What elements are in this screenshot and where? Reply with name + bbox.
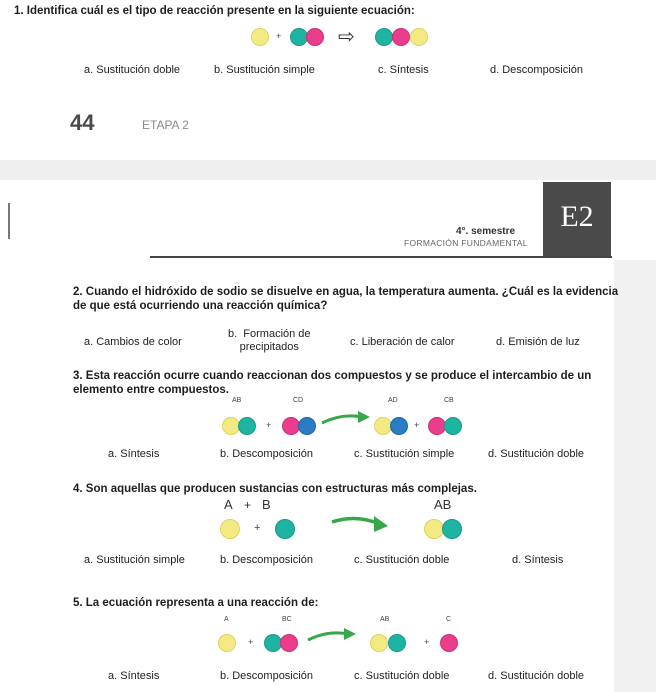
label-ab: AB <box>232 397 242 404</box>
reaction-arrow-icon <box>320 409 372 429</box>
q4-option-c[interactable]: c. Sustitución doble <box>354 554 450 566</box>
yellow-sphere <box>220 519 240 539</box>
q3-option-c[interactable]: c. Sustitución simple <box>354 448 455 460</box>
q2-option-b[interactable]: b. Formación de precipitados <box>228 328 311 353</box>
q5-option-d[interactable]: d. Sustitución doble <box>488 670 585 682</box>
q1-option-a[interactable]: a. Sustitución doble <box>84 64 181 76</box>
label-bc: BC <box>282 616 292 623</box>
reaction-arrow-icon <box>306 626 358 646</box>
plus-sign: + <box>248 637 254 647</box>
teal-sphere <box>375 28 393 46</box>
blue-sphere <box>298 417 316 435</box>
label-ad: AD <box>388 397 398 404</box>
q4-option-d[interactable]: d. Síntesis <box>512 554 564 566</box>
label-cd: CD <box>293 397 304 404</box>
magenta-sphere <box>306 28 324 46</box>
blue-sphere <box>390 417 408 435</box>
q2-option-d[interactable]: d. Emisión de luz <box>496 336 580 348</box>
q2-option-c[interactable]: c. Liberación de calor <box>350 336 455 348</box>
magenta-sphere <box>280 634 298 652</box>
q1-option-b[interactable]: b. Sustitución simple <box>214 64 315 76</box>
label-ab: AB <box>434 497 452 512</box>
yellow-sphere <box>424 519 444 539</box>
question-3-text: 3. Esta reacción ocurre cuando reaccionan dos compuestos y se produce el intercambio de un elemento entre compuestos. <box>73 370 592 396</box>
label-a: A <box>224 497 233 512</box>
yellow-sphere <box>218 634 236 652</box>
teal-sphere <box>275 519 295 539</box>
q2-option-a[interactable]: a. Cambios de color <box>84 336 182 348</box>
reaction-arrow-icon <box>330 508 390 534</box>
q1-option-c[interactable]: c. Síntesis <box>378 64 429 76</box>
label-cb: CB <box>444 397 454 404</box>
semester-label: 4°. semestre <box>456 226 516 237</box>
header-left-rule <box>8 203 10 239</box>
label-c: C <box>446 616 452 623</box>
q3-option-a[interactable]: a. Síntesis <box>108 448 160 460</box>
question-5-text: 5. La ecuación representa a una reacción de: <box>73 597 319 609</box>
q3-option-b[interactable]: b. Descomposición <box>220 448 313 460</box>
question-4-text: 4. Son aquellas que producen sustancias con estructuras más complejas. <box>73 483 477 495</box>
q1-option-d[interactable]: d. Descomposición <box>490 64 583 76</box>
stage-label: ETAPA 2 <box>142 118 189 132</box>
q4-option-a[interactable]: a. Sustitución simple <box>84 554 185 566</box>
label-ab: AB <box>380 616 390 623</box>
plus-sign: + <box>266 420 272 430</box>
page-break <box>0 160 656 180</box>
q3-diagram <box>0 395 614 440</box>
q1-diagram <box>0 0 656 160</box>
label-a: A <box>224 616 229 623</box>
question-1-text: 1. Identifica cuál es el tipo de reacción presente en la siguiente ecuación: <box>14 5 415 17</box>
magenta-sphere <box>392 28 410 46</box>
magenta-sphere <box>440 634 458 652</box>
teal-sphere <box>444 417 462 435</box>
page-number: 44 <box>70 110 95 135</box>
plus-sign: + <box>276 31 282 41</box>
formation-label: FORMACIÓN FUNDAMENTAL <box>404 238 528 248</box>
label-b: B <box>262 497 271 512</box>
teal-sphere <box>238 417 256 435</box>
plus-sign: + <box>254 522 261 534</box>
q5-option-c[interactable]: c. Sustitución doble <box>354 670 450 682</box>
stage-badge: E2 <box>543 182 611 256</box>
plus-sign: + <box>414 420 420 430</box>
q5-option-b[interactable]: b. Descomposición <box>220 670 313 682</box>
reaction-arrow-icon: ⇨ <box>338 26 355 48</box>
q4-diagram <box>0 496 614 548</box>
yellow-sphere <box>251 28 269 46</box>
margin-band <box>614 260 656 692</box>
header-rule <box>150 256 612 258</box>
teal-sphere <box>442 519 462 539</box>
plus-sign: + <box>424 637 430 647</box>
question-2-text: 2. Cuando el hidróxido de sodio se disuelve en agua, la temperatura aumenta. ¿Cuál es la evidencia de que está ocurriendo una reacción química? <box>73 286 619 312</box>
q5-diagram <box>0 614 614 658</box>
q4-option-b[interactable]: b. Descomposición <box>220 554 313 566</box>
teal-sphere <box>388 634 406 652</box>
q5-option-a[interactable]: a. Síntesis <box>108 670 160 682</box>
yellow-sphere <box>410 28 428 46</box>
label-plus: + <box>244 498 252 512</box>
q3-option-d[interactable]: d. Sustitución doble <box>488 448 585 460</box>
yellow-sphere <box>370 634 388 652</box>
